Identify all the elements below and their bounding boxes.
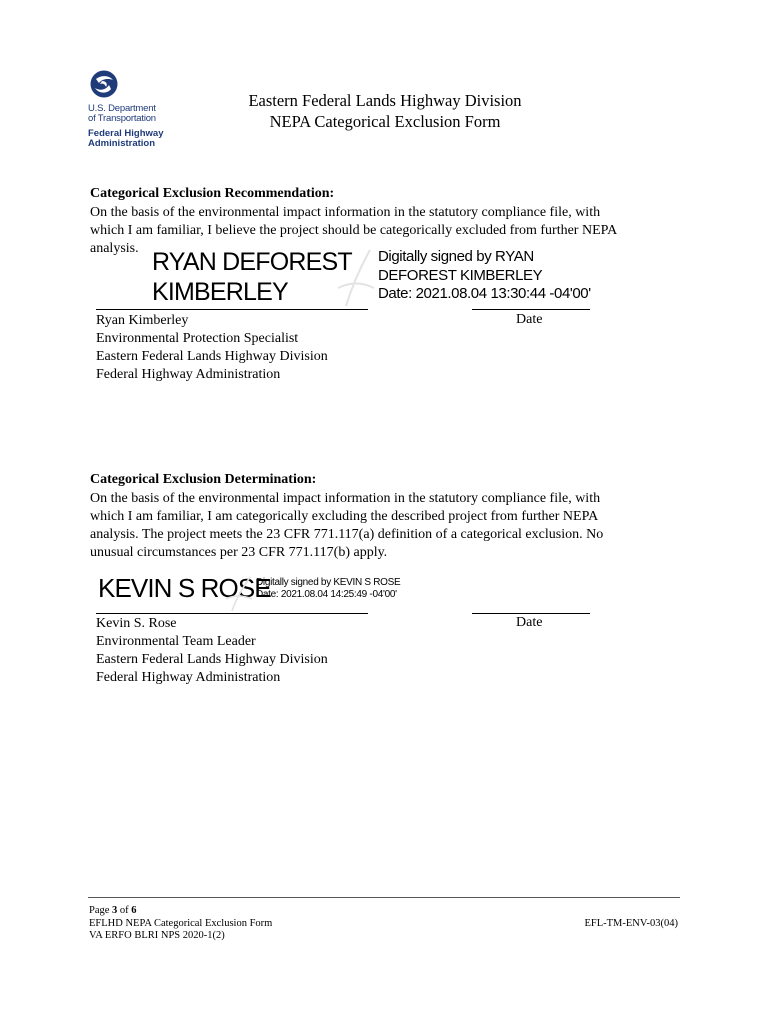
- signer-name: Ryan Kimberley: [96, 313, 189, 328]
- recommendation-signer-block: [96, 312, 328, 384]
- determination-body-line: analysis. The project meets the 23 CFR 771.117(a) definition of a categorical exclusion. No: [90, 527, 604, 542]
- logo-dept-line2: of Transportation: [88, 113, 156, 124]
- signer-title: Environmental Protection Specialist: [96, 331, 299, 346]
- recommendation-date-label: Date: [516, 312, 543, 327]
- determination-signature-name: KEVIN S ROSE: [98, 573, 271, 603]
- signer-name: Kevin S. Rose: [96, 616, 177, 631]
- footer-form-code: EFL-TM-ENV-03(04): [584, 918, 678, 929]
- logo-dept-line1: U.S. Department: [88, 103, 156, 114]
- digital-signature-line2: Date: 2021.08.04 14:25:49 -04'00': [256, 589, 397, 600]
- recommendation-body-line: On the basis of the environmental impact information in the statutory compliance file, with: [90, 205, 601, 220]
- digital-signature-line1: Digitally signed by RYAN: [378, 248, 534, 265]
- signer-division: Eastern Federal Lands Highway Division: [96, 652, 328, 667]
- recommendation-date-rule: [472, 309, 590, 310]
- header-title-line1: Eastern Federal Lands Highway Division: [248, 91, 522, 110]
- determination-signature-rule: [96, 613, 368, 614]
- usdot-fhwa-logo: [88, 70, 178, 152]
- page-of: of: [117, 905, 132, 916]
- determination-body-line: unusual circumstances per 23 CFR 771.117(b) apply.: [90, 545, 388, 560]
- footer-rule: [88, 897, 680, 898]
- recommendation-body-line: analysis.: [90, 241, 139, 256]
- footer-left: [89, 905, 272, 943]
- header-title-line2: NEPA Categorical Exclusion Form: [269, 112, 501, 131]
- determination-digital-signature: [256, 577, 400, 601]
- digital-signature-line1: Digitally signed by KEVIN S ROSE: [256, 577, 401, 588]
- recommendation-digital-signature: [378, 248, 591, 304]
- determination-title: Categorical Exclusion Determination:: [90, 472, 317, 487]
- page-number: [89, 905, 272, 918]
- recommendation-body-line: which I am familiar, I believe the project should be categorically excluded from further NEPA: [90, 223, 618, 238]
- page-total: 6: [131, 905, 137, 916]
- signer-agency: Federal Highway Administration: [96, 670, 281, 685]
- determination-signer-block: [96, 615, 328, 687]
- determination-body-line: which I am familiar, I am categorically excluding the described project from further NEPA: [90, 509, 599, 524]
- determination-body-line: On the basis of the environmental impact information in the statutory compliance file, with: [90, 491, 601, 506]
- recommendation-signature-rule: [96, 309, 368, 310]
- page-prefix: Page: [89, 905, 113, 916]
- recommendation-title: Categorical Exclusion Recommendation:: [90, 186, 335, 201]
- signature-name-line1: RYAN DEFOREST: [152, 248, 352, 276]
- digital-signature-line3: Date: 2021.08.04 13:30:44 -04'00': [378, 285, 591, 302]
- determination-date-rule: [472, 613, 590, 614]
- digital-signature-line2: DEFOREST KIMBERLEY: [378, 266, 543, 284]
- footer-form-name: EFLHD NEPA Categorical Exclusion Form: [89, 917, 273, 929]
- logo-agency-line2: Administration: [88, 138, 156, 149]
- signature-watermark-icon: [330, 248, 380, 310]
- footer-project: VA ERFO BLRI NPS 2020-1(2): [89, 930, 225, 941]
- page-current: 3: [112, 905, 118, 916]
- logo-agency-line1: Federal Highway: [88, 128, 164, 139]
- recommendation-signature-name: [152, 247, 352, 307]
- determination-date-label: Date: [516, 615, 543, 630]
- signer-agency: Federal Highway Administration: [96, 367, 281, 382]
- signer-division: Eastern Federal Lands Highway Division: [96, 349, 328, 364]
- signature-watermark-icon: [222, 575, 256, 613]
- signature-name-line2: KIMBERLEY: [152, 278, 288, 306]
- determination-body: [90, 490, 690, 562]
- signer-title: Environmental Team Leader: [96, 634, 256, 649]
